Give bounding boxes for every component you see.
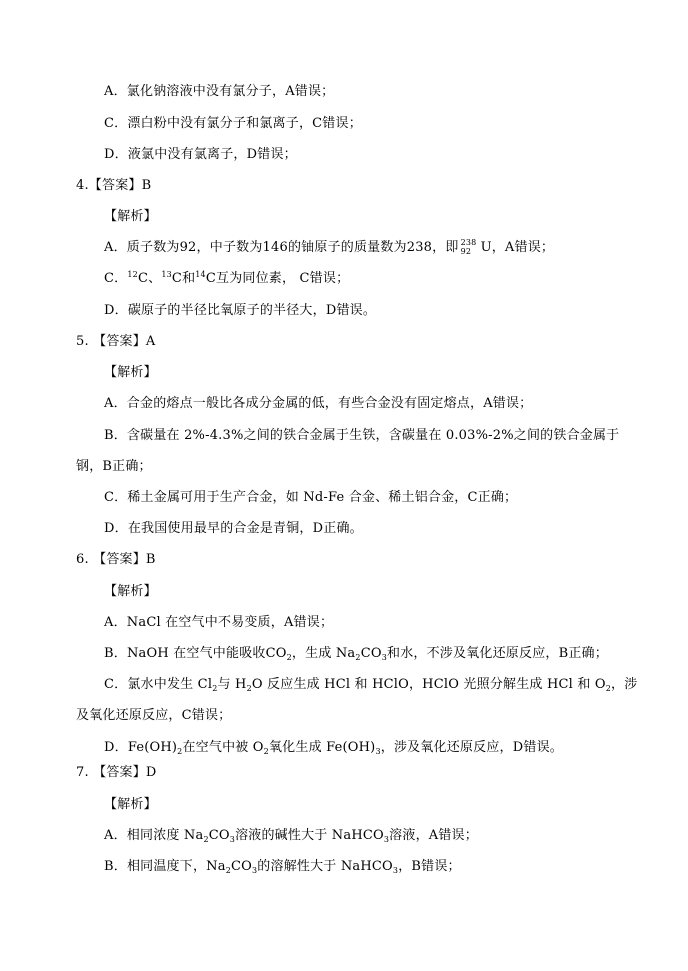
q5-option-b-line1: B．含碳量在 2%-4.3%之间的铁合金属于生铁，含碳量在 0.03%-2%之间的铁合金属于	[104, 428, 620, 443]
q5-option-d: D．在我国使用最早的合金是青铜，D正确。	[104, 521, 363, 536]
q4-option-d: D．碳原子的半径比氧原子的半径大，D错误。	[104, 303, 377, 318]
uranium-nuclide-notation: 238 92	[460, 237, 477, 256]
q4-option-c: C．$^{12}$C、$^{13}$C和$^{14}$C互为同位素， C错误；	[104, 270, 350, 286]
q3-option-d: D．液氯中没有氯离子，D错误；	[104, 147, 297, 162]
q7-option-b: B．相同温度下，$Na_2CO_3$的溶解性大于 NaHCO$_3$，B错误；	[104, 859, 461, 875]
q4-answer-heading: 4.【答案】B	[76, 178, 152, 193]
q6-answer-heading: 6. 【答案】B	[76, 552, 156, 567]
q5-option-a: A．合金的熔点一般比各成分金属的低，有些合金没有固定熔点，A错误；	[104, 396, 533, 411]
q5-analysis-label: 【解析】	[104, 365, 157, 380]
q3-option-a: A．氯化钠溶液中没有氯分子，A错误；	[104, 84, 335, 99]
q6-option-c-line2: 及氧化还原反应，C错误；	[76, 708, 232, 723]
q6-option-b: B．NaOH 在空气中能吸收$CO_2$，生成 $Na_2CO_3$和水，不涉及氧化还原反应，B正确；	[104, 646, 608, 662]
q7-analysis-label: 【解析】	[104, 797, 157, 812]
q6-option-c-line1: C．氯水中发生 $Cl_2$与 $H_2O$ 反应生成 HCl 和 HClO，HClO 光照分解生成 HCl 和 $O_2$，涉	[104, 677, 638, 693]
q6-option-d: D．$Fe(OH)_2$在空气中被 $O_2$氧化生成 $Fe(OH)_3$，涉及氧化还原反应，D错误。	[104, 740, 563, 756]
q7-answer-heading: 7. 【答案】D	[76, 765, 157, 780]
q4-option-a: A．质子数为92，中子数为146的铀原子的质量数为238，即 238 92 U，A错误；	[104, 237, 555, 256]
q4-analysis-label: 【解析】	[104, 209, 157, 224]
q3-option-c: C．漂白粉中没有氯分子和氯离子，C错误；	[104, 116, 362, 131]
q6-analysis-label: 【解析】	[104, 584, 157, 599]
q7-option-a: A．相同浓度 $Na_2CO_3$溶液的碱性大于 NaHCO$_3$溶液，A错误；	[104, 828, 478, 844]
q5-option-c: C．稀土金属可用于生产合金，如 Nd-Fe 合金、稀土铝合金，C正确；	[104, 490, 518, 505]
q6-option-a: A．NaCl 在空气中不易变质，A错误；	[104, 615, 334, 630]
q5-answer-heading: 5. 【答案】A	[76, 334, 156, 349]
q5-option-b-line2: 钢，B正确；	[76, 459, 152, 474]
